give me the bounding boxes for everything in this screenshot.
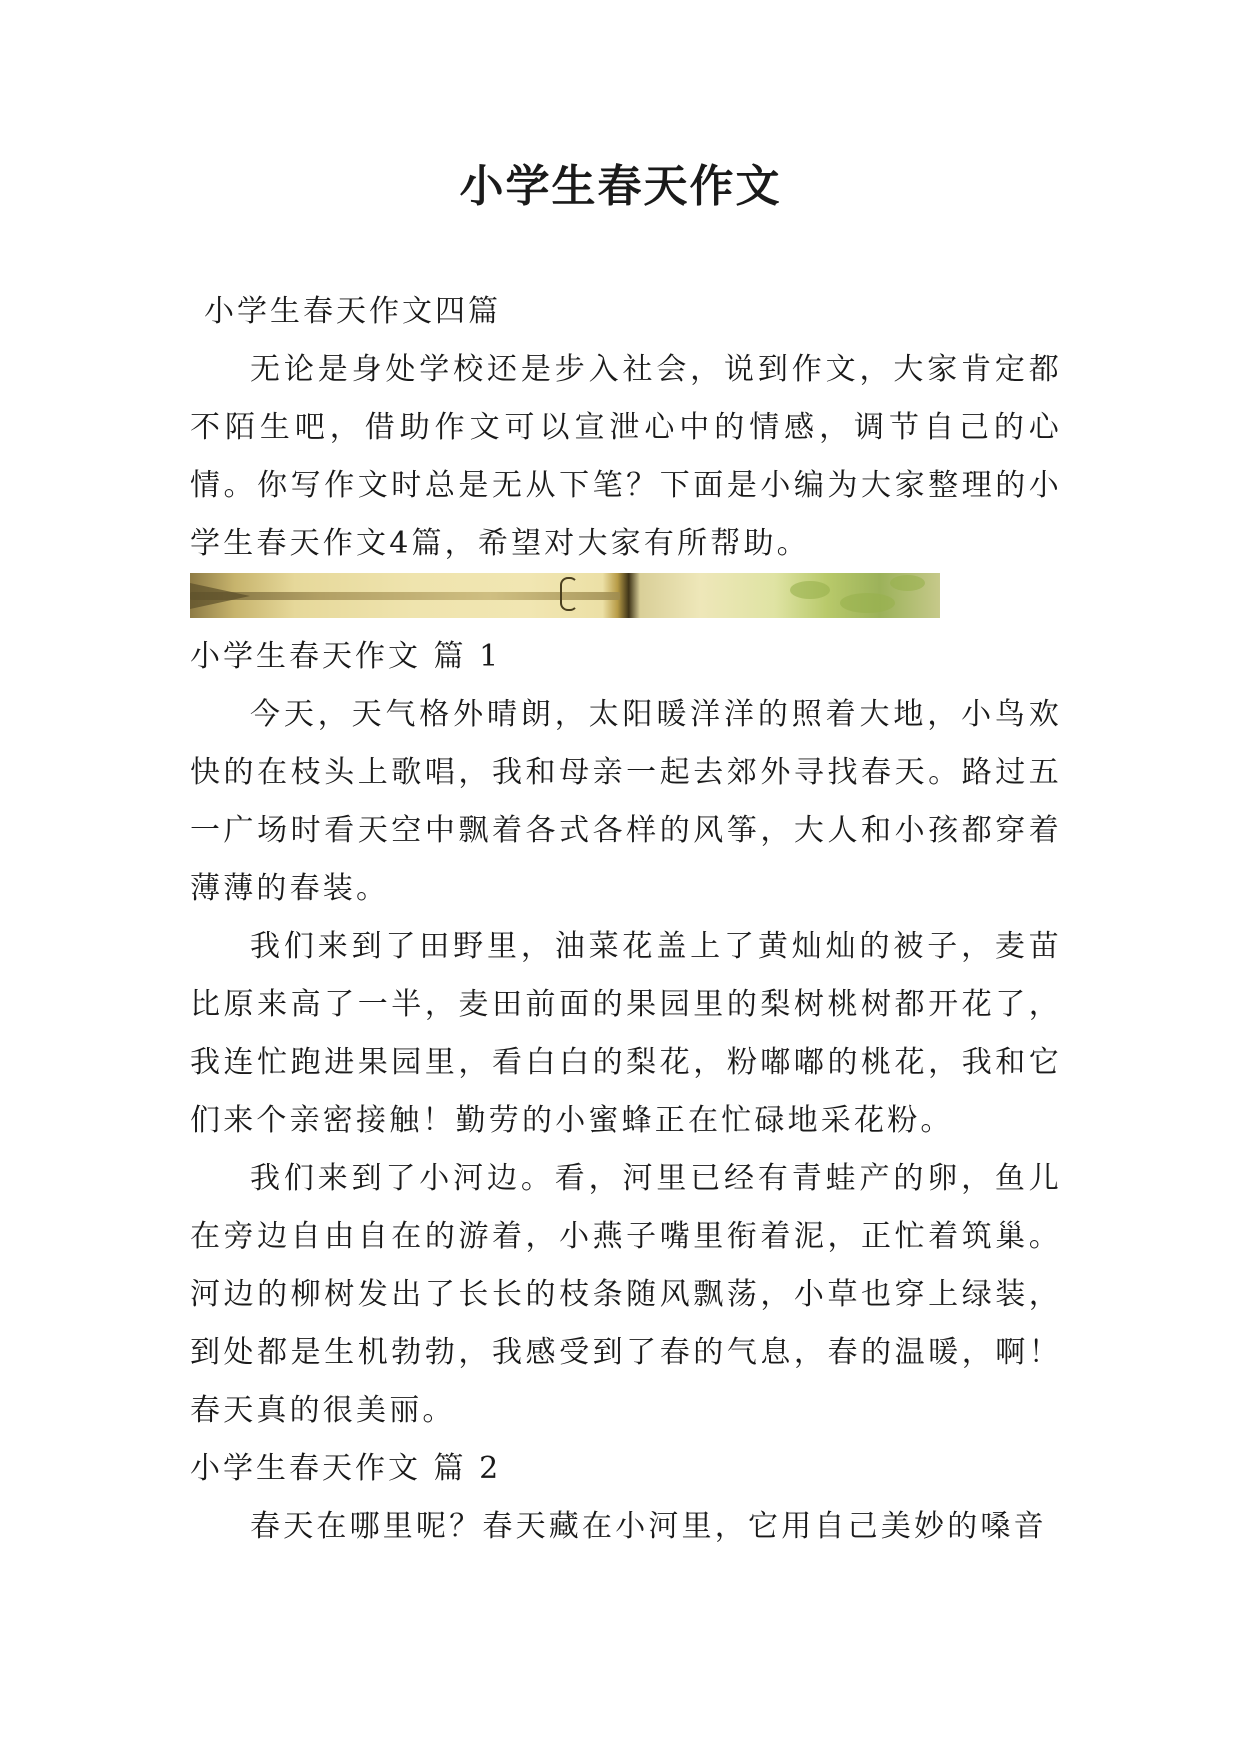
leaf-shape	[890, 575, 925, 591]
leaf-shape	[790, 581, 830, 599]
pencil-tip-shape	[190, 583, 250, 609]
pencil-shape	[190, 592, 620, 600]
section-heading: 小学生春天作文 篇 2	[190, 1451, 502, 1486]
intro-paragraph: 无论是身处学校还是步入社会，说到作文，大家肯定都不陌生吧，借助作文可以宣泄心中的情感，调节自己的心情。你写作文时总是无从下笔？下面是小编为大家整理的小学生春天作文4篇，希望对大家有所帮助。	[190, 352, 1062, 561]
hook-shape	[560, 577, 578, 611]
section-heading: 小学生春天作文 篇 1	[190, 639, 502, 674]
leaf-shape	[840, 593, 895, 613]
document-subtitle: 小学生春天作文四篇	[204, 294, 501, 329]
decorative-banner-image	[190, 573, 940, 618]
section-paragraph: 我们来到了小河边。看，河里已经有青蛙产的卵，鱼儿在旁边自由自在的游着，小燕子嘴里衔着泥，正忙着筑巢。河边的柳树发出了长长的枝条随风飘荡，小草也穿上绿装，到处都是生机勃勃，我感受到了春的气息，春的温暖，啊！春天真的很美丽。	[190, 1161, 1062, 1428]
section-paragraph: 我们来到了田野里，油菜花盖上了黄灿灿的被子，麦苗比原来高了一半，麦田前面的果园里的梨树桃树都开花了，我连忙跑进果园里，看白白的梨花，粉嘟嘟的桃花，我和它们来个亲密接触！勤劳的小蜜蜂正在忙碌地采花粉。	[190, 929, 1062, 1138]
section-paragraph: 今天，天气格外晴朗，太阳暖洋洋的照着大地，小鸟欢快的在枝头上歌唱，我和母亲一起去郊外寻找春天。路过五一广场时看天空中飘着各式各样的风筝，大人和小孩都穿着薄薄的春装。	[190, 697, 1062, 906]
section-paragraph: 春天在哪里呢？春天藏在小河里，它用自己美妙的嗓音	[250, 1509, 1047, 1544]
document-body	[190, 283, 1062, 1556]
document-title: 小学生春天作文	[459, 161, 782, 212]
